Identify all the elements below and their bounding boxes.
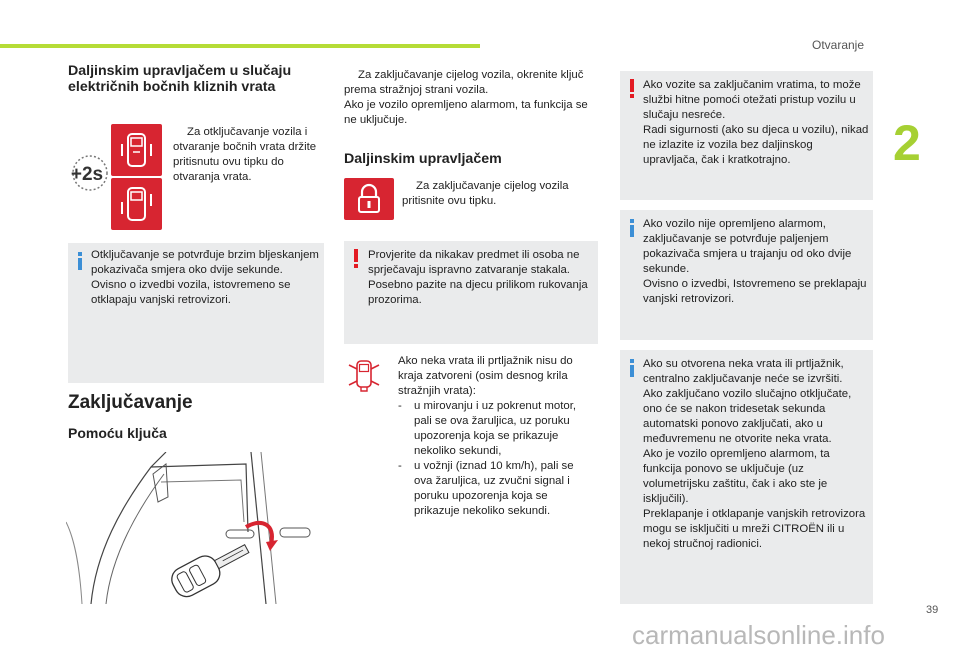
warning-icon — [354, 249, 358, 267]
left-heading: Daljinskim upravljačem u slučaju električnih bočnih kliznih vrata — [68, 63, 292, 95]
subsection-title: Pomoću ključa — [68, 425, 167, 441]
warning-box-windows-text: Provjerite da nikakav predmet ili osoba ne sprječavaju ispravno zatvaranje stakala. Posebno pazite na djecu prilikom rukovanja prozorima. — [368, 249, 588, 306]
info-icon — [630, 219, 634, 237]
info-box-unlock — [68, 243, 324, 383]
unlock-door-button-icon — [111, 124, 162, 176]
door-open-list — [398, 399, 594, 519]
middle-intro: Za zaključavanje cijelog vozila, okrenite ključ prema stražnjoj strani vozila. Ako je vozilo opremljeno alarmom, ta funkcija se ne uključuje. — [344, 69, 588, 126]
info-box-relock — [620, 350, 873, 604]
info-box-no-alarm-text: Ako vozilo nije opremljeno alarmom, zaključavanje se potvrđuje paljenjem pokazivača smjera u trajanju od oko dvije sekunde. Ovisno o izvedbi, Istovremeno se preklapaju vanjski retrovizori. — [643, 218, 867, 305]
section-title: Zaključavanje — [68, 392, 193, 413]
door-open-warning-icon — [346, 357, 382, 393]
info-box-no-alarm — [620, 210, 873, 340]
warning-icon — [630, 79, 634, 97]
remote-instruction: Za zaključavanje cijelog vozila pritisnite ovu tipku. — [402, 180, 569, 207]
info-box-unlock-text: Otključavanje se potvrđuje brzim bljeskanjem pokazivača smjera oko dvije sekunde. Ovisno o izvedbi vozila, istovremeno se otklapaju vanjski retrovizori. — [91, 249, 319, 306]
accent-bar — [0, 44, 480, 48]
badge-text: +2s — [70, 164, 104, 185]
info-icon — [630, 359, 634, 377]
sliding-door-button-icon — [111, 178, 162, 230]
watermark: carmanualsonline.info — [632, 620, 885, 650]
left-instruction: Za otključavanje vozila i otvaranje bočnih vrata držite pritisnutu ovu tipku do otvaranja vrata. — [173, 126, 317, 183]
chapter-number: 2 — [893, 115, 921, 171]
lock-button-icon — [344, 178, 394, 220]
warning-box-locked-doors — [620, 71, 873, 200]
page-number: 39 — [926, 604, 939, 616]
info-icon — [78, 252, 82, 270]
list-item: - u vožnji (iznad 10 km/h), pali se ova žaruljica, uz zvučni signal i poruku upozorenja koja se prikazuje nekoliko sekundi. — [398, 459, 594, 519]
list-item: - u mirovanju i uz pokrenut motor, pali se ova žaruljica, uz poruku upozorenja koja se prikazuje nekoliko sekundi, — [398, 399, 594, 459]
key-lock-illustration — [66, 452, 324, 604]
warning-box-windows — [344, 241, 598, 344]
warning-box-locked-doors-text: Ako vozite sa zaključanim vratima, to može službi hitne pomoći otežati pristup vozilu u slučaju nesreće. Radi sigurnosti (ako su djeca u vozilu), nikad ne izlazite iz vozila bez daljinskog upravljača, čak i kratkotrajno. — [643, 79, 869, 166]
remote-title: Daljinskim upravljačem — [344, 151, 502, 167]
info-box-relock-text: Ako su otvorena neka vrata ili prtljažnik, centralno zaključavanje neće se izvršiti. Ako zaključano vozilo slučajno otključate, ono će se nakon tridesetak sekunda automatski ponovo zaključati, ako u međuvremenu ne otvorite neka vrata. Ako je vozilo opremljeno alarmom, ta funkcija ponovo se uključuje (uz volumetrijsku zaštitu, čak i ako ste je isključili). Preklapanje i otklapanje vanjskih retrovizora mogu se isključiti u mreži CITROËN ili u nekoj stručnoj radionici. — [643, 358, 866, 550]
left-title-block — [68, 63, 330, 95]
door-open-note: Ako neka vrata ili prtljažnik nisu do kraja zatvoreni (osim desnog krila stražnjih vrata): - u mirovanju i uz pokrenut motor, pali se ova žaruljica, uz poruku upozorenja koja se prikazuje nekoliko sekundi, - u vožnji (iznad 10 km/h), pali se ova žaruljica, uz zvučni signal i poruku upozorenja koja se prikazuje nekoliko sekundi. — [398, 354, 594, 519]
hold-2s-icon — [63, 153, 111, 193]
section-name: Otvaranje — [812, 38, 865, 52]
